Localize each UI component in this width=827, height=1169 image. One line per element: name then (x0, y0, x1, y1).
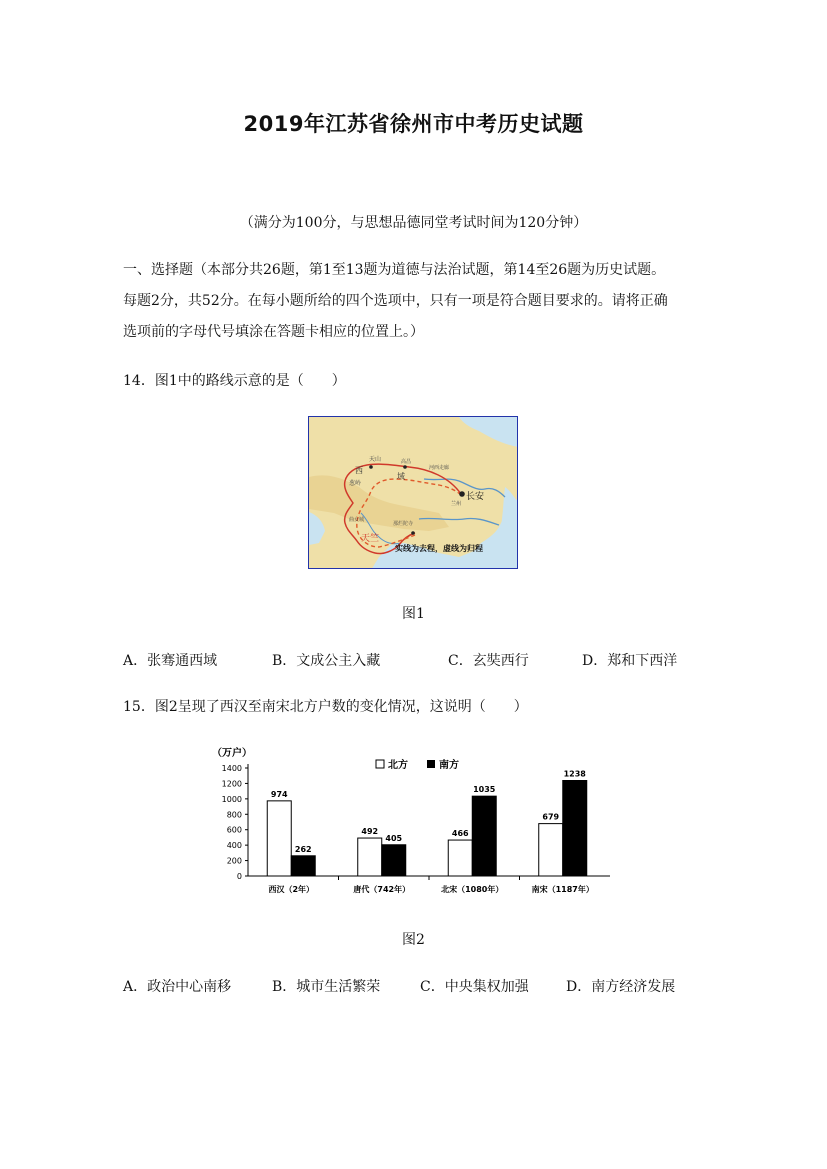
x-category-label: 唐代（742年） (353, 885, 411, 894)
nalanda-marker (411, 531, 415, 535)
exam-subtitle: （满分为100分，与思想品德同堂考试时间为120分钟） (239, 215, 588, 231)
label-xiyu-xi: 西 (355, 466, 363, 475)
y-tick-label: 0 (236, 872, 242, 881)
figure-1-caption: 图1 (402, 606, 425, 622)
x-category-label: 南宋（1187年） (531, 885, 594, 894)
data-label-south: 262 (294, 844, 312, 854)
label-changan: 长安 (466, 492, 485, 502)
q15-option-b[interactable]: B．城市生活繁荣 (272, 979, 381, 995)
legend-swatch-north (376, 760, 384, 768)
label-wangshecheng: 曲女城 (349, 517, 365, 523)
y-tick-label: 600 (226, 825, 242, 835)
x-category-label: 西汉（2年） (268, 885, 315, 894)
bar-north (539, 824, 563, 876)
bar-south (472, 796, 496, 876)
bar-south (291, 856, 315, 876)
label-tianzhu: 天竺 (361, 534, 380, 544)
data-label-south: 1035 (473, 785, 496, 795)
legend-label-south: 南方 (439, 760, 459, 771)
q14-option-a[interactable]: A．张骞通西域 (123, 653, 218, 669)
y-tick-label: 1200 (221, 779, 242, 789)
data-label-north: 466 (451, 829, 469, 839)
bar-south (382, 845, 406, 876)
y-tick-label: 200 (226, 856, 242, 866)
label-gaochang: 高昌 (401, 459, 412, 465)
instruction-line-1: 一、选择题（本部分共26题，第1至13题为道德与法治试题，第14至26题为历史试题。 (123, 262, 666, 278)
data-label-north: 974 (270, 789, 288, 799)
chart-y-axis-label: （万户） (212, 748, 252, 759)
x-category-label: 北宋（1080年） (441, 885, 504, 894)
instruction-line-3: 选项前的字母代号填涂在答题卡相应的位置上。） (123, 324, 424, 340)
y-tick-label: 1400 (221, 764, 242, 773)
q14-option-d[interactable]: D．郑和下西洋 (582, 653, 678, 669)
bar-north (267, 801, 291, 876)
y-tick-label: 800 (226, 810, 242, 820)
question-14-stem: 14．图1中的路线示意的是（ ） (123, 373, 346, 389)
y-tick-label: 1000 (221, 794, 242, 804)
bar-south (563, 780, 587, 876)
bar-north (358, 838, 382, 876)
figure-2-caption: 图2 (402, 932, 425, 948)
data-label-south: 405 (385, 833, 403, 843)
instruction-line-2: 每题2分，共52分。在每小题所给的四个选项中，只有一项是符合题目要求的。请将正确 (123, 293, 668, 309)
data-label-north: 679 (542, 812, 560, 822)
legend-label-north: 北方 (388, 760, 408, 771)
q15-option-a[interactable]: A．政治中心南移 (123, 979, 232, 995)
chart-legend (376, 758, 459, 771)
legend-swatch-south (427, 760, 435, 768)
data-label-north: 492 (361, 827, 379, 837)
q14-option-b[interactable]: B．文成公主入藏 (272, 653, 381, 669)
chart-marks (222, 764, 610, 894)
households-chart (210, 742, 620, 902)
bar-north (448, 840, 472, 876)
label-xiyu-yu: 域 (397, 472, 405, 481)
q14-option-c[interactable]: C．玄奘西行 (448, 653, 529, 669)
label-hexi: 河西走廊 (429, 465, 450, 471)
q15-option-c[interactable]: C．中央集权加强 (420, 979, 529, 995)
label-legend: 实线为去程，虚线为归程 (395, 543, 483, 553)
households-chart-svg (210, 742, 620, 902)
changan-marker (459, 491, 465, 497)
data-label-south: 1238 (563, 769, 586, 779)
label-tianshan: 天山 (369, 456, 382, 463)
page-title: 2019年江苏省徐州市中考历史试题 (243, 112, 584, 136)
q15-option-d[interactable]: D．南方经济发展 (566, 979, 676, 995)
y-tick-label: 400 (226, 841, 242, 851)
label-congling: 葱岭 (349, 480, 362, 487)
kucha-marker (369, 465, 373, 469)
route-map-figure (308, 416, 518, 569)
label-lanzhou: 兰州 (451, 501, 462, 507)
label-bailisuo: 那烂陀寺 (393, 521, 414, 527)
route-map-svg (309, 417, 518, 569)
question-15-stem: 15．图2呈现了西汉至南宋北方户数的变化情况，这说明（ ） (123, 699, 528, 715)
gaochang-marker (403, 465, 407, 469)
